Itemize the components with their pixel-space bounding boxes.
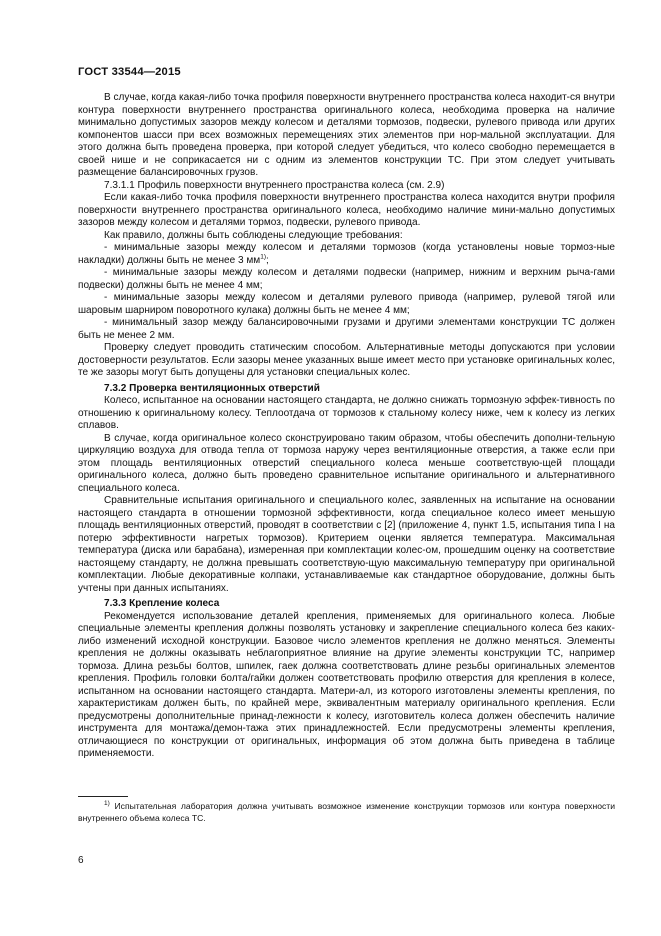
footnote-marker: 1) bbox=[104, 800, 110, 808]
footnote-divider bbox=[78, 796, 128, 797]
paragraph: Сравнительные испытания оригинального и специального колес, заявленных на испытание на основании настоящего стандарта в отношении тормозной эффективности, когда специальное колесо имеет меньшую площадь вентиляционных отверстий, проводят в соответствии с [2] (приложение 4, пункт 1.5, испытания типа I на потерю эффективности нагретых тормозов). Критерием оценки является температура. Максимальная температура (диска или барабана), измеренная при комплектации колес-ом, прошедшим оценку на соответствие настоящему стандарту, не должна превышать соответствую-щую максимальную температуру при оригинальной комплектации. Любые декоративные колпаки, устанавливаемые как стандартное оборудование, должны быть учтены при данных испытаниях. bbox=[78, 495, 615, 594]
list-item: - минимальный зазор между балансировочными грузами и другими элементами конструкции ТС должен быть не менее 2 мм. bbox=[78, 317, 615, 341]
document-body bbox=[78, 92, 615, 761]
section-heading: 7.3.2 Проверка вентиляционных отверстий bbox=[104, 382, 320, 394]
list-item: - минимальные зазоры между колесом и деталями рулевого привода (например, рулевой тягой или шаровым шарниром поворотного кулака) должны быть не менее 4 мм; bbox=[78, 292, 615, 316]
footnote-text: Испытательная лаборатория должна учитывать возможное изменение конструкции тормозов или контура поверхности внутреннего объема колеса ТС. bbox=[78, 801, 616, 823]
paragraph: Проверку следует проводить статическим способом. Альтернативные методы допускаются при условии достоверности результатов. Если зазоры менее указанных выше имеет место при установке оригинальных колес, те же зазоры могут быть допущены для установки специальных колес. bbox=[78, 342, 615, 378]
paragraph: Как правило, должны быть соблюдены следующие требования: bbox=[104, 229, 403, 241]
paragraph: Рекомендуется использование деталей крепления, применяемых для оригинального колеса. Любые специальные элементы крепления должны позволять установку и закрепление специального колеса без каких-либо изменений исходной конструкции. Базовое число элементов крепления не должно меняться. Элементы крепления не должны оказывать неблагоприятное влияние на другие элементы конструкции ТС, например тормоза. Длина резьбы болтов, шпилек, гаек должна соответствовать длине резьбы оригинальных элементов крепления. Профиль головки болта/гайки должен соответствовать профилю отверстия для крепления в колесе, испытанном на основании настоящего стандарта. Матери-ал, из которого изготовлены элементы крепления, по характеристикам должен быть, по крайней мере, эквивалентным материалу оригинального крепления. Если предусмотрены дополнительные принад-лежности к колесу, изготовитель колеса должен обеспечить наличие инструмента для монтажа/демон-тажа этих принадлежностей. Если предусмотрены элементы крепления, отличающиеся по конструкции от оригинальных, информация об этом должна быть приведена в таблице применяемости. bbox=[78, 610, 615, 759]
paragraph: В случае, когда какая-либо точка профиля поверхности внутреннего пространства колеса находит-ся внутри контура поверхности внутреннего пространства оригинального колеса, необходима проверка на наличие минимально допустимых зазоров между колесом и деталями тормозов, подвески, рулевого привода или других компонентов шасси при всех возможных перемещениях этих элементов при нор-мальной эксплуатации. Для этого должна быть проведена проверка, при которой следует убедиться, что колесо свободно перемещается в своей нише и не соприкасается ни с одним из элементов конструкции ТС. При этом следует учитывать размещение балансировочных грузов. bbox=[78, 92, 615, 178]
paragraph: Колесо, испытанное на основании настоящего стандарта, не должно снижать тормозную эффек-тивность по отношению к оригинальному колесу. Теплоотдача от тормозов к стальному колесу ниже, чем к колесу из легких сплавов. bbox=[78, 395, 615, 431]
list-item-text: - минимальные зазоры между колесом и деталями тормозов (когда установлены новые тормоз-ные накладки) должны быть не менее 3 мм bbox=[78, 242, 615, 266]
paragraph: Если какая-либо точка профиля поверхности внутреннего пространства колеса находится внутри профиля поверхности внутреннего пространства оригинального колеса, необходимо наличие мини-мально допустимых зазоров между колесом и деталями тормоз, подвески, рулевого привода. bbox=[78, 192, 615, 228]
footnote-paragraph bbox=[78, 801, 615, 824]
list-item: - минимальные зазоры между колесом и деталями подвески (например, нижним и верхним рыча-гами подвески) должны быть не менее 4 мм; bbox=[78, 267, 615, 291]
list-item bbox=[78, 242, 615, 267]
page-number: 6 bbox=[78, 855, 84, 866]
section-heading: 7.3.3 Крепление колеса bbox=[104, 598, 220, 609]
footnote bbox=[78, 801, 615, 824]
footnote-reference: 1) bbox=[260, 253, 266, 261]
list-item-tail: ; bbox=[266, 254, 269, 266]
paragraph: В случае, когда оригинальное колесо сконструировано таким образом, чтобы обеспечить дополни-тельную циркуляцию воздуха для отвода тепла от тормоза наружу через вентиляционные отверстия, а также если при этом площадь вентиляционных отверстий специального колеса меньше соответствую-щей площади оригинального колеса, должно быть проведено сравнительное испытание оригинального и альтернативного специального колеса. bbox=[78, 432, 615, 494]
document-header: ГОСТ 33544—2015 bbox=[78, 66, 181, 78]
subsection-title: 7.3.1.1 Профиль поверхности внутреннего пространства колеса (см. 2.9) bbox=[104, 179, 445, 191]
